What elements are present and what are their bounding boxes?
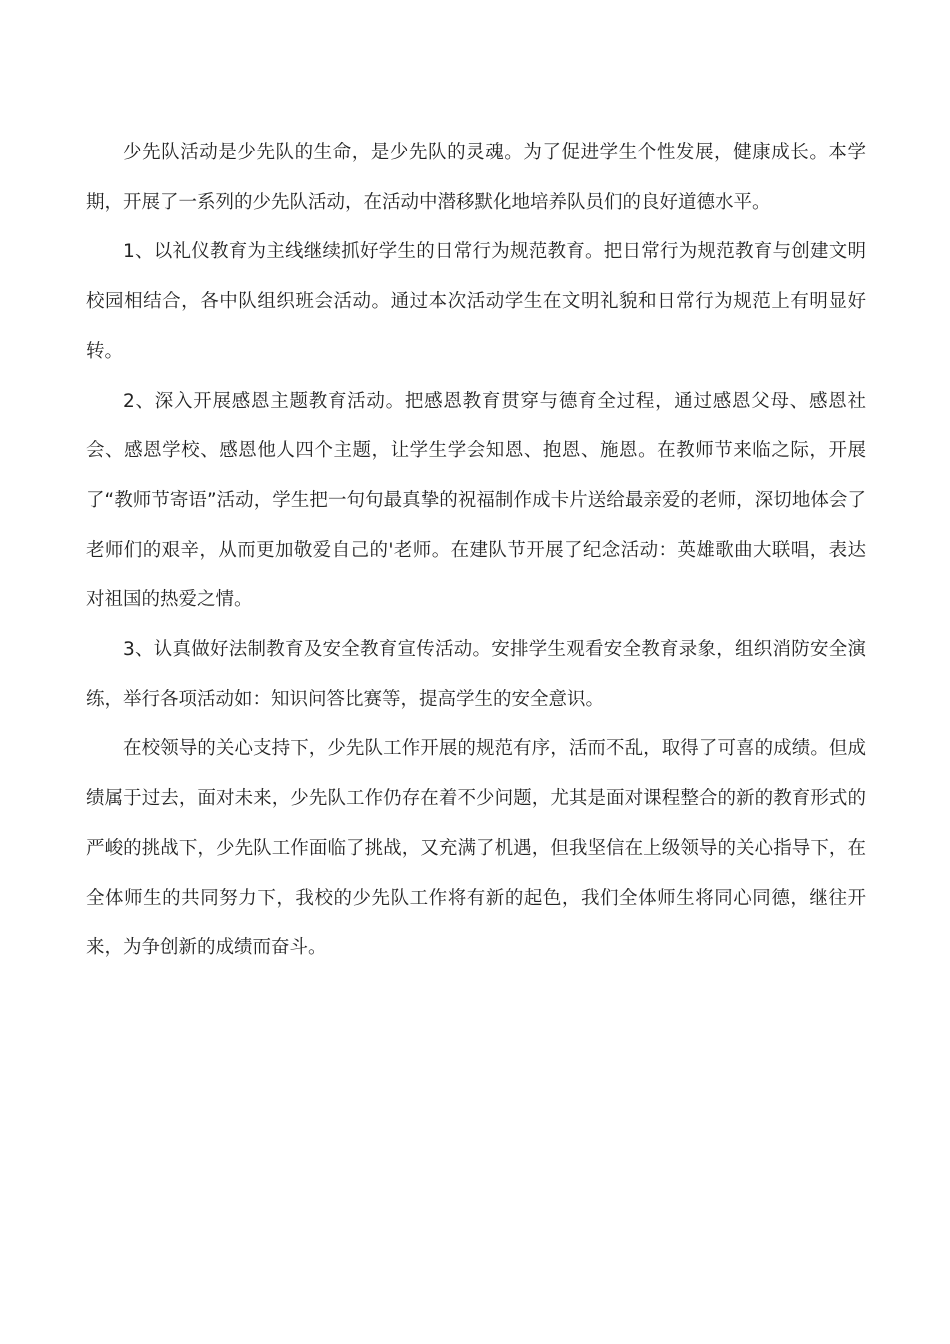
paragraph-conclusion: 在校领导的关心支持下，少先队工作开展的规范有序，活而不乱，取得了可喜的成绩。但成绩属于过去，面对未来，少先队工作仍存在着不少问题，尤其是面对课程整合的新的教育形式的严峻的挑战下，少先队工作面临了挑战，又充满了机遇，但我坚信在上级领导的关心指导下，在全体师生的共同努力下，我校的少先队工作将有新的起色，我们全体师生将同心同德，继往开来，为争创新的成绩而奋斗。 bbox=[86, 738, 866, 959]
paragraph-item-2: 2、深入开展感恩主题教育活动。把感恩教育贯穿与德育全过程，通过感恩父母、感恩社会、感恩学校、感恩他人四个主题，让学生学会知恩、抱恩、施恩。在教师节来临之际，开展了“教师节寄语”活动，学生把一句句最真挚的祝福制作成卡片送给最亲爱的老师，深切地体会了老师们的艰辛，从而更加敬爱自己的'老师。在建队节开展了纪念活动：英雄歌曲大联唱，表达对祖国的热爱之情。 bbox=[86, 390, 866, 611]
paragraph-item-3: 3、认真做好法制教育及安全教育宣传活动。安排学生观看安全教育录象，组织消防安全演练，举行各项活动如：知识问答比赛等，提高学生的安全意识。 bbox=[86, 639, 866, 710]
paragraph-item-1: 1、以礼仪教育为主线继续抓好学生的日常行为规范教育。把日常行为规范教育与创建文明校园相结合，各中队组织班会活动。通过本次活动学生在文明礼貌和日常行为规范上有明显好转。 bbox=[86, 241, 866, 362]
document-body bbox=[86, 128, 866, 973]
paragraph-intro: 少先队活动是少先队的生命，是少先队的灵魂。为了促进学生个性发展，健康成长。本学期，开展了一系列的少先队活动，在活动中潜移默化地培养队员们的良好道德水平。 bbox=[86, 142, 866, 213]
